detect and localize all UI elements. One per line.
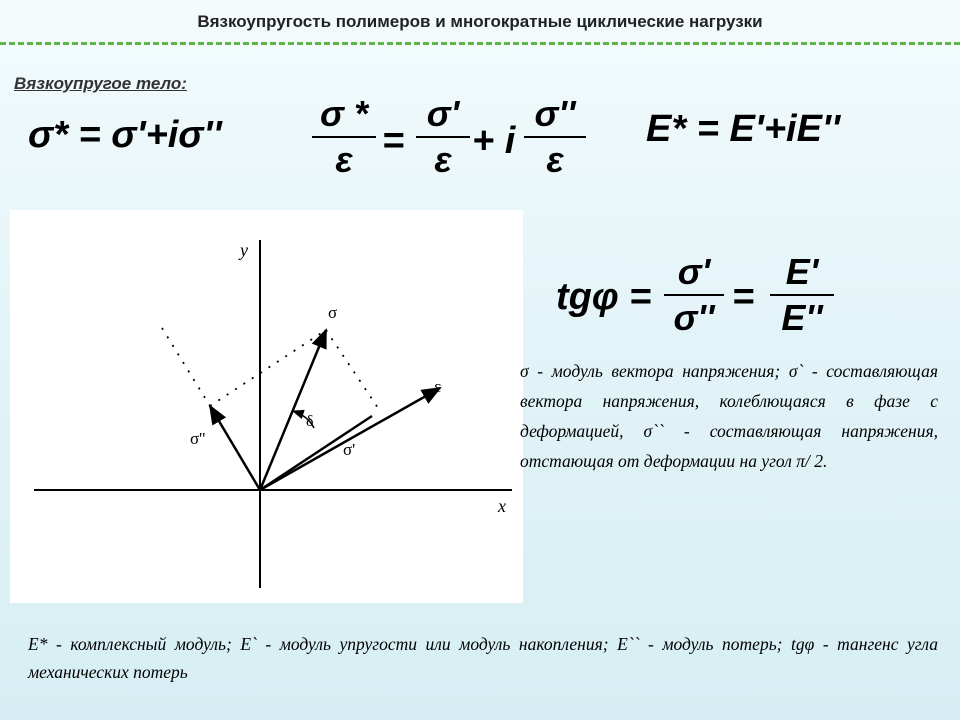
modulus-definitions: E* - комплексный модуль; E` - модуль упругости или модуль накопления; E`` - модуль потерь; tgφ - тангенс угла механических потерь [28,634,938,682]
formula-tangent-lhs: tgφ = [556,276,652,318]
dotted-projection [326,330,378,408]
dotted-projection [210,330,326,406]
equals-sign: = [732,276,755,318]
vector-diagram [10,210,523,603]
formula-complex-modulus: E* = E'+iE'' [646,108,840,150]
formula-complex-stress: σ* = σ'+iσ'' [28,114,222,156]
sigma-double-prime-vector [210,406,260,490]
sigma-double-prime-label: σ'' [190,429,206,448]
fraction-denominator: ε [434,139,452,180]
equals-sign: = [382,120,405,162]
fraction-sigma-double-prime [524,92,586,182]
delta-label: δ [306,413,314,430]
fraction-tangent-modulus [770,250,834,340]
title-divider [0,42,960,45]
fraction-denominator: ε [335,139,353,180]
plus-i: + i [472,120,516,162]
y-axis-label: y [240,240,248,260]
slide-title: Вязкоупругость полимеров и многократные циклические нагрузки [197,12,763,31]
fraction-numerator: σ'' [534,93,576,134]
fraction-denominator: ε [546,139,564,180]
x-axis-label: x [498,496,506,516]
fraction-tangent-stress [664,250,724,340]
fraction-sigma-star [312,92,376,182]
epsilon-vector [260,388,440,490]
sigma-vector [260,330,326,490]
fraction-denominator: E'' [781,297,823,338]
vector-diagram-svg [10,210,523,603]
epsilon-label: ε [434,377,442,396]
fraction-numerator: σ' [426,93,460,134]
dotted-projection [162,328,210,406]
fraction-numerator: σ' [677,251,711,292]
stress-description: σ - модуль вектора напряжения; σ` - составляющая вектора напряжения, колеблющаяся в фазе с деформацией, σ`` - составляющая напряжения, отстающая от деформации на угол π/ 2. [520,361,938,471]
fraction-sigma-prime [416,92,470,182]
sigma-label: σ [328,303,338,322]
fraction-numerator: σ * [320,93,368,134]
subtitle: Вязкоупругое тело: [14,74,187,93]
sigma-prime-label: σ' [343,440,356,459]
fraction-numerator: E' [785,251,819,292]
fraction-denominator: σ'' [673,297,715,338]
